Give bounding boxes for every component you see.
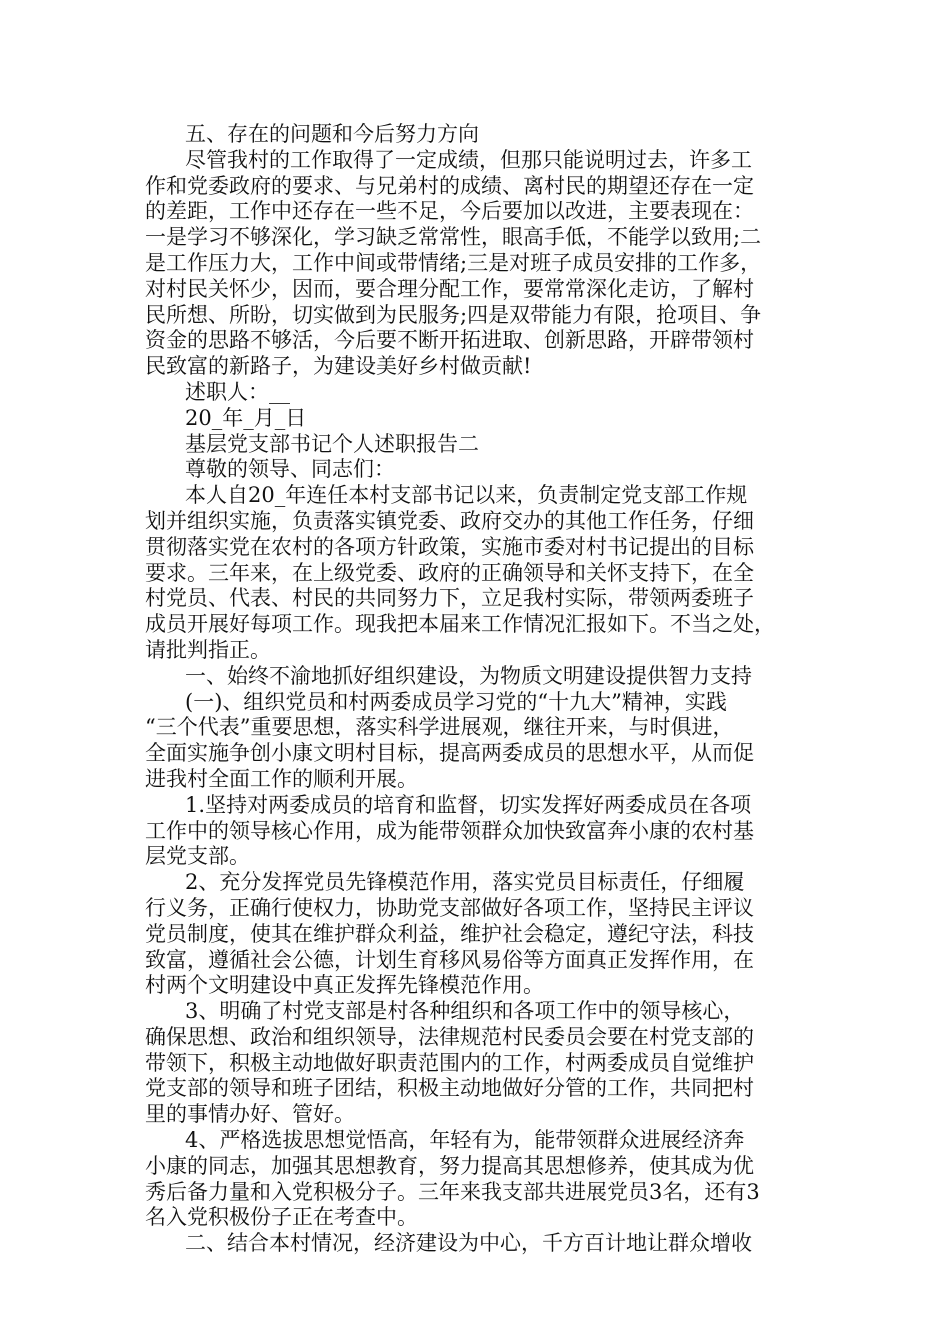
text-line: 一是学习不够深化，学习缺乏常常性，眼高手低，不能学以致用;二: [145, 225, 762, 250]
text-line: 名入党积极份子正在考查中。: [145, 1205, 418, 1230]
text-line: 尊敬的领导、同志们：: [145, 457, 396, 482]
text-line: 行义务，正确行使权力，协助党支部做好各项工作，坚持民主评议: [145, 895, 754, 920]
text-line: 小康的同志，加强其思想教育，努力提高其思想修养，使其成为优: [145, 1153, 754, 1178]
text-line: 4、严格选拔思想觉悟高，年轻有为，能带领群众进展经济奔: [145, 1128, 745, 1153]
text-line: 五、存在的问题和今后努力方向: [145, 122, 480, 146]
text-line: 成员开展好每项工作。现我把本届来工作情况汇报如下。不当之处，: [145, 612, 775, 637]
text-line: 20_年_月_日: [145, 405, 307, 430]
text-line: 村党员、代表、村民的共同努力下，立足我村实际，带领两委班子: [145, 586, 754, 611]
text-line: 尽管我村的工作取得了一定成绩，但那只能说明过去，许多工: [145, 147, 753, 172]
text-line: 带领下，积极主动地做好职责范围内的工作，村两委成员自觉维护: [145, 1050, 754, 1075]
text-line: 全面实施争创小康文明村目标，提高两委成员的思想水平，从而促: [145, 741, 754, 766]
text-line: 进我村全面工作的顺利开展。: [145, 766, 418, 791]
text-line: 划并组织实施，负责落实镇党委、政府交办的其他工作任务，仔细: [145, 508, 754, 533]
text-line: 确保思想、政治和组织领导，法律规范村民委员会要在村党支部的: [145, 1024, 754, 1049]
text-line: 1.坚持对两委成员的培育和监督，切实发挥好两委成员在各项: [145, 792, 752, 817]
text-line: 村两个文明建设中真正发挥先锋模范作用。: [145, 973, 544, 998]
text-line: 党支部的领导和班子团结，积极主动地做好分管的工作，共同把村: [145, 1076, 754, 1101]
text-line: 要求。三年来，在上级党委、政府的正确领导和关怀支持下，在全: [145, 560, 754, 585]
text-line: 贯彻落实党在农村的各项方针政策，实施市委对村书记提出的目标: [145, 534, 754, 559]
text-line: (一)、组织党员和村两委成员学习党的“十九大”精神，实践: [145, 689, 727, 714]
text-line: 请批判指正。: [145, 637, 271, 662]
text-line: “三个代表”重要思想，落实科学进展观，继往开来，与时俱进，: [145, 715, 734, 740]
text-line: 层党支部。: [145, 844, 250, 869]
text-line: 作和党委政府的要求、与兄弟村的成绩、离村民的期望还存在一定: [145, 173, 754, 198]
text-line: 资金的思路不够活，今后要不断开拓进取、创新思路，开辟带领村: [145, 328, 754, 353]
text-line: 致富，遵循社会公德，计划生育移风易俗等方面真正发挥作用，在: [145, 947, 754, 972]
text-line: 党员制度，使其在维护群众利益，维护社会稳定，遵纪守法，科技: [145, 921, 754, 946]
text-line: 二、结合本村情况，经济建设为中心，千方百计地让群众增收: [145, 1231, 753, 1256]
text-line: 工作中的领导核心作用，成为能带领群众加快致富奔小康的农村基: [145, 818, 754, 843]
text-line: 秀后备力量和入党积极分子。三年来我支部共进展党员3名，还有3: [145, 1179, 760, 1204]
text-line: 述职人：__: [145, 379, 291, 404]
text-line: 里的事情办好、管好。: [145, 1102, 355, 1127]
text-line: 的差距，工作中还存在一些不足，今后要加以改进，主要表现在：: [145, 199, 754, 224]
text-line: 民所想、所盼，切实做到为民服务;四是双带能力有限，抢项目、争: [145, 302, 762, 327]
document-page: [145, 122, 825, 1257]
text-line: 对村民关怀少，因而，要合理分配工作，要常常深化走访，了解村: [145, 276, 754, 301]
text-line: 3、明确了村党支部是村各种组织和各项工作中的领导核心，: [145, 999, 745, 1024]
text-line: 2、充分发挥党员先锋模范作用，落实党员目标责任，仔细履: [145, 870, 745, 895]
text-line: 民致富的新路子，为建设美好乡村做贡献!: [145, 354, 532, 379]
text-line: 基层党支部书记个人述职报告二: [145, 431, 480, 456]
text-line: 是工作压力大，工作中间或带情绪;三是对班子成员安排的工作多，: [145, 250, 762, 275]
text-line: 一、始终不渝地抓好组织建设，为物质文明建设提供智力支持: [145, 663, 753, 688]
text-line: 本人自20_年连任本村支部书记以来，负责制定党支部工作规: [145, 483, 748, 508]
